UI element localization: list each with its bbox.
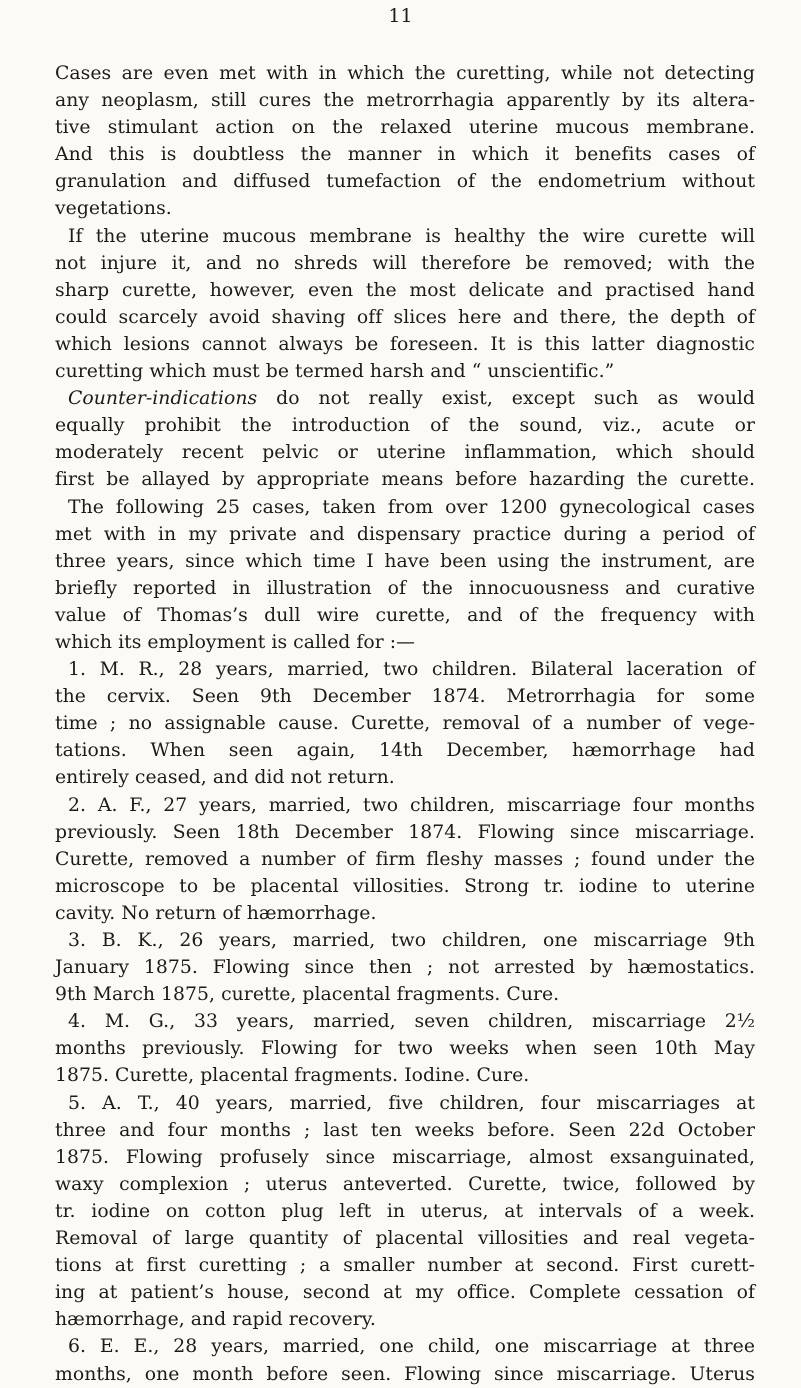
line-text: The following 25 cases, taken from over 1200 gynecological cases: [68, 496, 755, 518]
line-text: 2. A. F., 27 years, married, two children, miscarriage four months: [68, 794, 755, 816]
text-line: [55, 792, 755, 819]
text-line: [55, 521, 755, 548]
line-text: the cervix. Seen 9th December 1874. Metrorrhagia for some: [55, 686, 755, 708]
text-line: [55, 304, 755, 331]
line-text: waxy complexion ; uterus anteverted. Curette, twice, followed by: [55, 1173, 755, 1195]
line-text: tations. When seen again, 14th December, hæmorrhage had: [55, 740, 755, 762]
text-line: [55, 250, 755, 277]
text-line: [55, 846, 755, 873]
text-line: [55, 1279, 755, 1306]
line-text: microscope to be placental villosities. Strong tr. iodine to uterine: [55, 875, 755, 897]
text-line: [55, 548, 755, 575]
line-text: first be allayed by appropriate means before hazarding the curette.: [55, 469, 755, 491]
line-text: 4. M. G., 33 years, married, seven children, miscarriage 2½: [68, 1011, 755, 1033]
text-line: [55, 1062, 755, 1089]
text-line: [55, 494, 755, 521]
text-line: [55, 819, 755, 846]
text-line: [55, 927, 755, 954]
line-text: tr. iodine on cotton plug left in uterus, at intervals of a week.: [55, 1200, 755, 1222]
text-line: [55, 737, 755, 764]
text-line: [55, 1252, 755, 1279]
line-text: equally prohibit the introduction of the sound, viz., acute or: [55, 415, 755, 437]
line-text: cavity. No return of hæmorrhage.: [55, 902, 377, 924]
line-text: value of Thomas’s dull wire curette, and of the frequency with: [55, 604, 755, 626]
line-text: vegetations.: [55, 198, 172, 220]
line-text: three years, since which time I have been using the instrument, are: [55, 550, 755, 572]
line-text: 1875. Flowing profusely since miscarriage, almost exsanguinated,: [55, 1146, 755, 1168]
text-line: [55, 412, 755, 439]
text-line: [55, 1225, 755, 1252]
text-line: [55, 575, 755, 602]
line-text: which its employment is called for :—: [55, 631, 415, 653]
line-text: time ; no assignable cause. Curette, removal of a number of vege-: [55, 713, 755, 735]
text-line: [55, 1361, 755, 1388]
body-text: [55, 60, 755, 1388]
text-line: [55, 683, 755, 710]
text-line: [55, 168, 755, 195]
text-line: [55, 1090, 755, 1117]
line-text: tive stimulant action on the relaxed uterine mucous membrane.: [55, 117, 755, 139]
text-line: [55, 1008, 755, 1035]
text-line: [55, 1171, 755, 1198]
text-line: [55, 114, 755, 141]
text-line: [55, 60, 755, 87]
line-text: entirely ceased, and did not return.: [55, 767, 395, 789]
line-text: tions at first curetting ; a smaller number at second. First curett-: [55, 1255, 755, 1277]
text-line: [55, 656, 755, 683]
line-text: could scarcely avoid shaving off slices here and there, the depth of: [55, 306, 755, 328]
text-line: [55, 954, 755, 981]
line-text: 3. B. K., 26 years, married, two children, one miscarriage 9th: [68, 930, 755, 951]
text-line: [55, 1198, 755, 1225]
line-text: Removal of large quantity of placental villosities and real vegeta-: [55, 1228, 755, 1250]
line-text: January 1875. Flowing since then ; not arrested by hæmostatics.: [55, 957, 755, 979]
text-line: [55, 1117, 755, 1144]
line-text: which lesions cannot always be foreseen. It is this latter diagnostic: [55, 333, 755, 355]
line-text: months previously. Flowing for two weeks when seen 10th May: [55, 1038, 755, 1060]
text-line: [55, 981, 755, 1008]
line-text: curetting which must be termed harsh and “ unscientific.”: [55, 361, 615, 383]
line-text: 9th March 1875, curette, placental fragments. Cure.: [55, 984, 560, 1006]
line-text: And this is doubtless the manner in which it benefits cases of: [55, 144, 755, 166]
text-line: [55, 873, 755, 900]
text-line: [55, 1035, 755, 1062]
line-text: Curette, removed a number of firm fleshy masses ; found under the: [55, 848, 755, 870]
line-text: 6. E. E., 28 years, married, one child, one miscarriage at three: [68, 1336, 755, 1358]
text-line: [55, 900, 755, 927]
line-text: ing at patient’s house, second at my office. Complete cessation of: [55, 1282, 755, 1304]
italic-term: Counter-indications: [68, 388, 258, 410]
text-line: [55, 87, 755, 114]
text-line: [55, 764, 755, 791]
line-text: 5. A. T., 40 years, married, five children, four miscarriages at: [68, 1092, 755, 1114]
line-text: three and four months ; last ten weeks before. Seen 22d October: [55, 1119, 755, 1141]
line-text: 1. M. R., 28 years, married, two children. Bilateral laceration of: [68, 659, 755, 681]
line-text: moderately recent pelvic or uterine inflammation, which should: [55, 442, 755, 464]
text-line: [55, 629, 755, 656]
line-text: granulation and diffused tumefaction of the endometrium without: [55, 171, 755, 193]
line-text: previously. Seen 18th December 1874. Flowing since miscarriage.: [55, 821, 755, 843]
text-line: [55, 710, 755, 737]
line-text: not injure it, and no shreds will therefore be removed; with the: [55, 252, 755, 274]
text-line: [55, 223, 755, 250]
text-line: [55, 1306, 755, 1333]
line-text: 1875. Curette, placental fragments. Iodine. Cure.: [55, 1065, 530, 1087]
line-text: Cases are even met with in which the curetting, while not detecting: [55, 63, 755, 84]
line-text: hæmorrhage, and rapid recovery.: [55, 1309, 376, 1331]
text-line: [55, 277, 755, 304]
text-line: [55, 141, 755, 168]
line-text: any neoplasm, still cures the metrorrhagia apparently by its altera-: [55, 90, 755, 112]
text-line: [55, 331, 755, 358]
line-text: If the uterine mucous membrane is healthy the wire curette will: [68, 225, 755, 247]
line-text: met with in my private and dispensary practice during a period of: [55, 523, 755, 545]
text-line: [55, 195, 755, 222]
text-line: [55, 602, 755, 629]
page-number: 11: [388, 5, 413, 27]
line-text: months, one month before seen. Flowing since miscarriage. Uterus: [55, 1363, 755, 1385]
line-text: sharp curette, however, even the most delicate and practised hand: [55, 279, 755, 301]
line-text: briefly reported in illustration of the innocuousness and curative: [55, 577, 755, 599]
text-line: [55, 1144, 755, 1171]
line-text: do not really exist, except such as would: [257, 388, 755, 410]
text-line: [55, 466, 755, 493]
text-line: [55, 358, 755, 385]
text-line: [55, 385, 755, 412]
text-line: [55, 439, 755, 466]
